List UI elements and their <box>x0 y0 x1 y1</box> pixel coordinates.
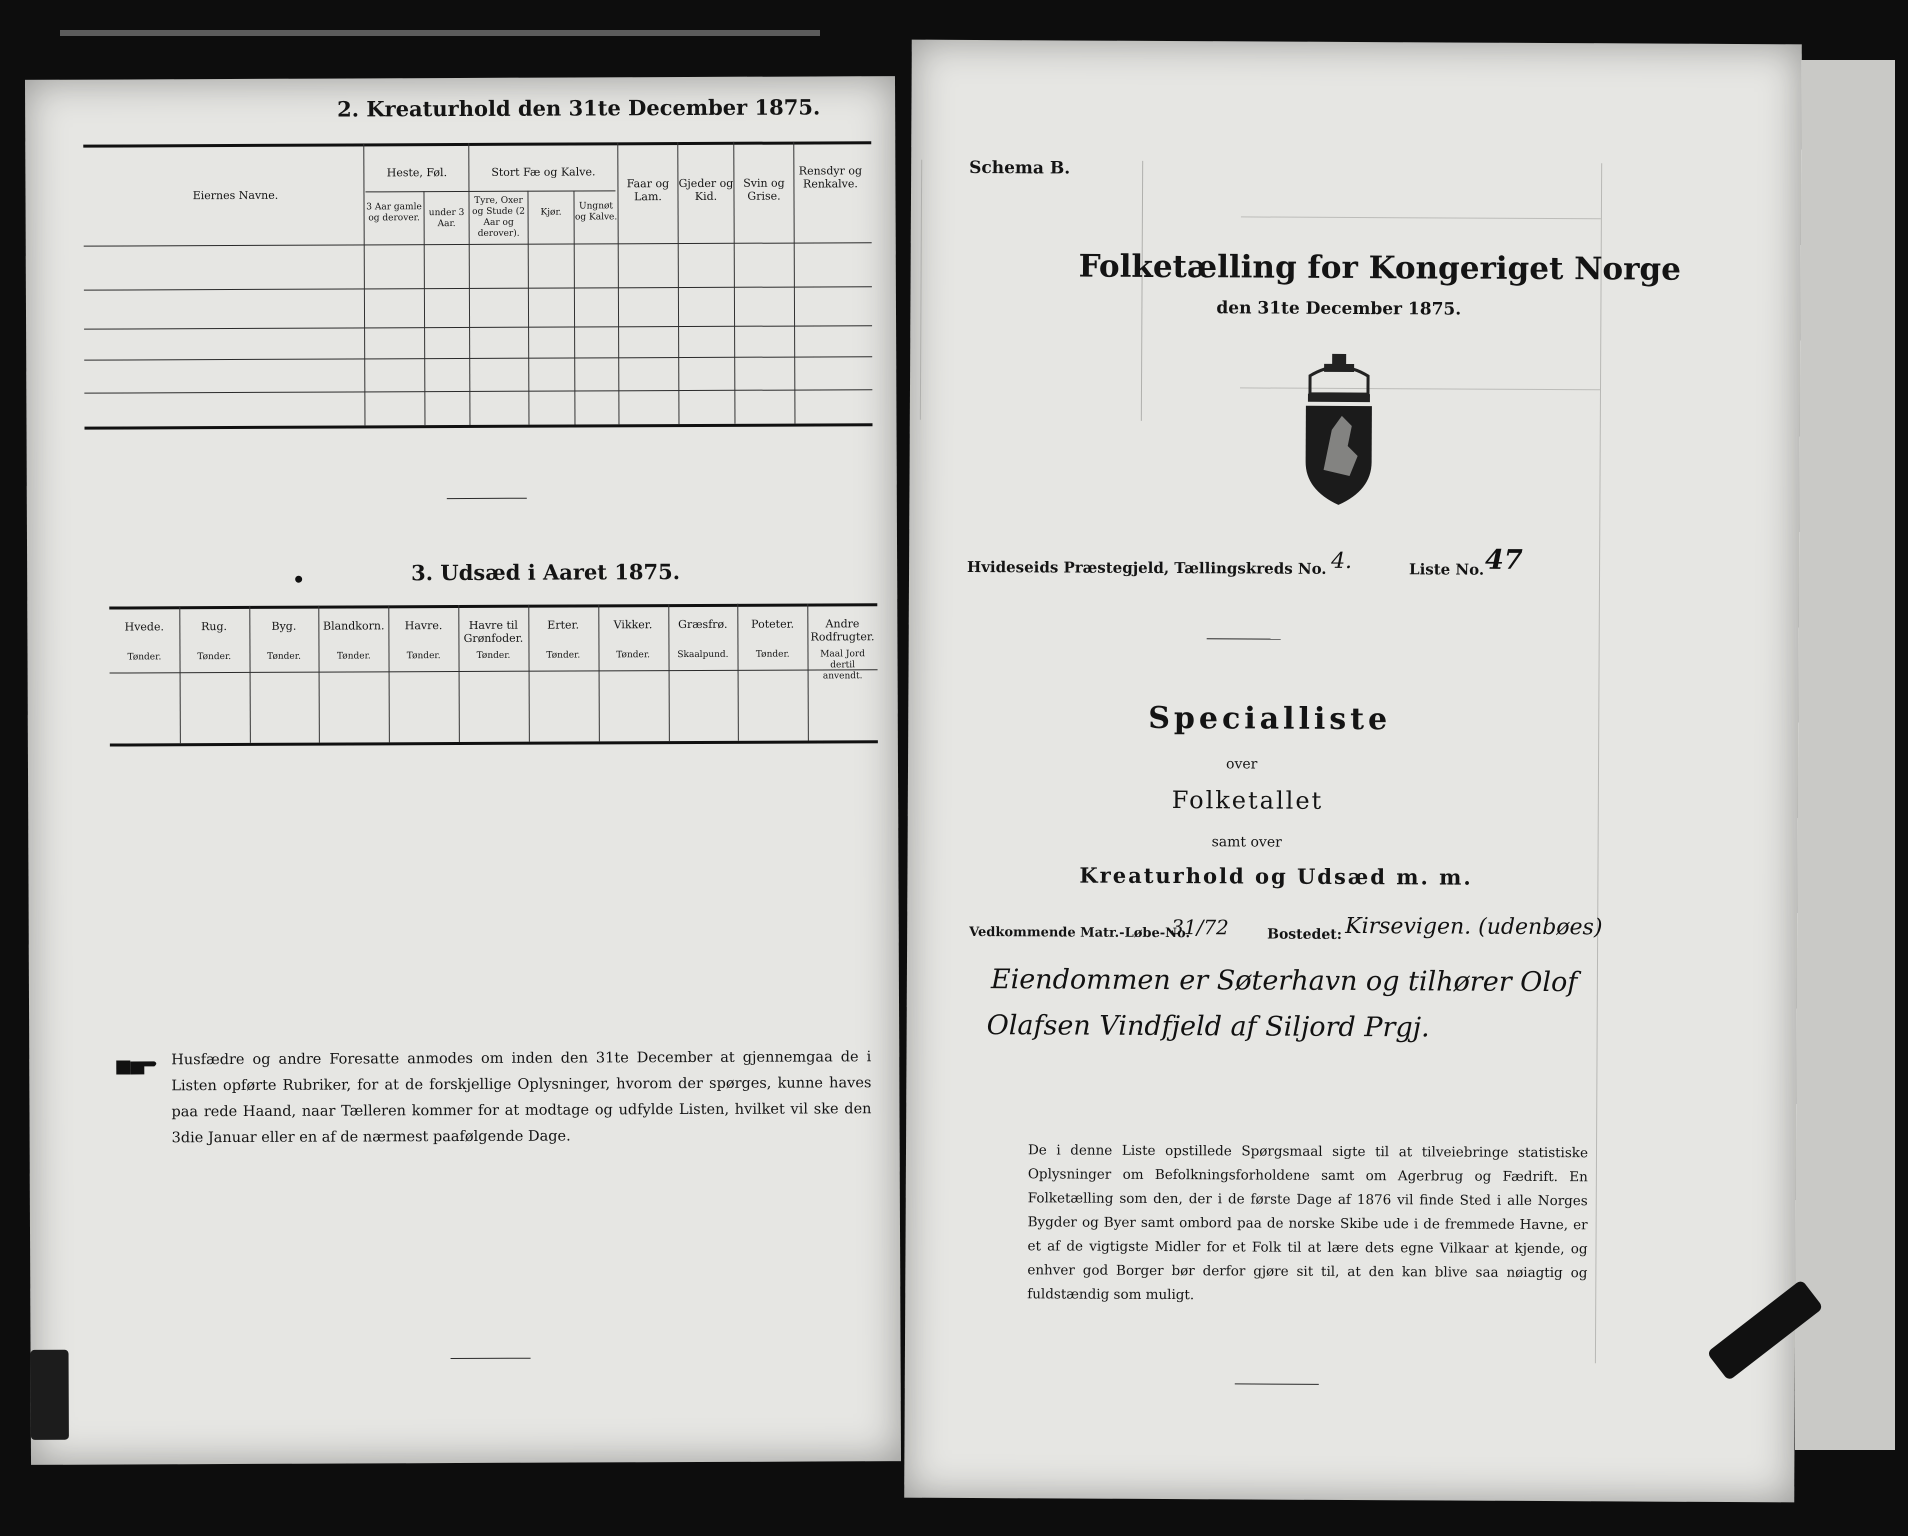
scan-edge-top <box>60 30 820 36</box>
col-rensdyr: Rensdyr og Renkalve. <box>798 164 863 191</box>
col-heste-3aar: 3 Aar gamle og derover. <box>366 202 422 224</box>
col-gjeder: Gjeder og Kid. <box>678 176 734 203</box>
group-heste: Heste, Føl. <box>386 166 448 180</box>
table3-header-rule <box>110 669 878 673</box>
matr-label: Vedkommende Matr.-Løbe-No. <box>969 924 1191 942</box>
col-kjor: Kjør. <box>540 207 562 218</box>
udsaed-col-unit: Maal Jord dertil anvendt. <box>820 649 865 682</box>
col-ungnot: Ungnøt og Kalve. <box>574 201 618 223</box>
col-tyre-oxer: Tyre, Oxer og Stude (2 Aar og derover). <box>472 195 525 239</box>
left-page <box>25 76 901 1465</box>
table2-header-rule <box>84 242 872 246</box>
specialliste-heading: Specialliste <box>1148 700 1392 738</box>
table2-col-rule <box>527 191 529 425</box>
udsaed-col-name: Blandkorn. <box>322 619 385 633</box>
kreaturhold-heading: Kreaturhold og Udsæd m. m. <box>1079 862 1473 890</box>
udsaed-col-name: Erter. <box>547 618 580 632</box>
udsaed-col-name: Vikker. <box>613 618 653 632</box>
bleed-through-left <box>920 157 1143 421</box>
udsaed-col-unit: Tønder. <box>127 652 162 663</box>
matr-number[interactable]: 31/72 <box>1171 915 1229 940</box>
bleed-through-right <box>1595 163 1792 1364</box>
footnote-text: Husfædre og andre Foresatte anmodes om inden den 31te December at gjennemgaa de i Listen opførte Rubriker, for at de forskjellige Oplysninger, hvorom der spørges, kunne haves paa rede Haand, naar Tælleren kommer for at modtage og udfylde Listen, hvilket vil ske den 3die Januar eller en af de nærmest paafølgende Dage. <box>171 1049 872 1147</box>
col-eiernes-navne: Eiernes Navne. <box>192 188 279 203</box>
liste-label: Liste No. <box>1409 560 1485 579</box>
liste-number[interactable]: 47 <box>1485 544 1523 576</box>
group-stort-fae: Stort Fæ og Kalve. <box>491 165 596 179</box>
bottom-rule <box>1235 1383 1319 1384</box>
scan-edge-right <box>1795 60 1895 1450</box>
separator-rule <box>447 498 527 499</box>
udsaed-col-unit: Tønder. <box>616 650 651 661</box>
table2-bottom-rule <box>84 423 872 429</box>
over-text-1: over <box>1225 756 1258 773</box>
udsaed-col-unit: Tønder. <box>755 649 790 660</box>
udsaed-col-unit: Tønder. <box>336 651 371 662</box>
col-svin: Svin og Grise. <box>743 176 785 203</box>
census-date: den 31te December 1875. <box>1216 298 1462 320</box>
udsaed-col-unit: Tønder. <box>476 650 511 661</box>
udsaed-col-name: Byg. <box>271 619 297 633</box>
udsaed-col-unit: Skaalpund. <box>677 649 729 661</box>
table2-sub-rule <box>365 190 615 192</box>
census-title: Folketælling for Kongeriget Norge <box>1078 248 1681 288</box>
parish-label: Hvideseids Præstegjeld, Tællingskreds No. <box>967 557 1327 578</box>
section3-title: 3. Udsæd i Aaret 1875. <box>411 559 681 586</box>
udsaed-col-name: Rug. <box>201 620 228 634</box>
udsaed-col-name: Havre til Grønfoder. <box>463 618 524 645</box>
table2-col-rule <box>363 143 365 425</box>
udsaed-col-unit: Tønder. <box>406 651 441 662</box>
table2-col-rule <box>468 143 470 425</box>
info-paragraph: De i denne Liste opstillede Spørgsmaal sigte til at tilveiebringe statistiske Oplysninger om Befolkningsforholdene samt om Agerbrug og Fædrift. En Folketælling som den, der i de første Dage af 1876 vil finde Sted i alle Norges Bygder og Byer samt ombord paa de norske Skibe ude i de fremmede Havne, er et af de vigtigste Midler for et Folk til at lære dets egne Vilkaar at kjende, og enhver god Borger bør derfor gjøre sit til, at den kan blive saa nøiagtig og fuldstændig som muligt. <box>1027 1142 1589 1304</box>
table2-row-rule <box>84 356 872 360</box>
col-heste-under3: under 3 Aar. <box>428 207 465 230</box>
page-fold-shadow <box>31 1350 69 1440</box>
udsaed-col-name: Græsfrø. <box>678 617 728 632</box>
section2-title: 2. Kreaturhold den 31te December 1875. <box>337 94 821 122</box>
udsaed-col-unit: Tønder. <box>197 652 232 663</box>
bullet-dot <box>295 576 302 583</box>
table3-top-rule <box>109 603 877 609</box>
udsaed-col-name: Andre Rodfrugter. <box>810 617 875 644</box>
handwritten-line-1[interactable]: Eiendommen er Søterhavn og tilhører Olof <box>990 964 1578 999</box>
samt-over-text: samt over <box>1211 834 1282 851</box>
table3-bottom-rule <box>110 740 878 746</box>
table2-row-rule <box>84 325 872 329</box>
udsaed-col-name: Hvede. <box>124 620 164 634</box>
udsaed-col-unit: Tønder. <box>546 650 581 661</box>
norway-coat-of-arms <box>1293 350 1384 514</box>
bottom-separator-rule <box>451 1358 531 1359</box>
bosted-label: Bostedet: <box>1267 926 1342 943</box>
table2-row-rule <box>84 286 872 290</box>
table2-top-rule <box>83 141 871 147</box>
right-page <box>904 40 1802 1503</box>
title-separator <box>1207 638 1281 639</box>
handwritten-line-2[interactable]: Olafsen Vindfjeld af Siljord Prgj. <box>986 1010 1430 1044</box>
table2-row-rule <box>84 389 872 393</box>
bosted-value[interactable]: Kirsevigen. (udenbøes) <box>1345 913 1603 941</box>
pointing-hand-icon <box>114 1056 160 1082</box>
table2-col-rule <box>573 191 575 425</box>
udsaed-col-unit: Tønder. <box>267 651 301 662</box>
col-faar: Faar og Lam. <box>626 177 670 204</box>
udsaed-col-name: Poteter. <box>751 617 795 631</box>
udsaed-col-name: Havre. <box>404 619 443 633</box>
folketallet-heading: Folketallet <box>1171 786 1324 815</box>
schema-label: Schema B. <box>969 157 1071 179</box>
kreds-number[interactable]: 4. <box>1331 548 1353 574</box>
